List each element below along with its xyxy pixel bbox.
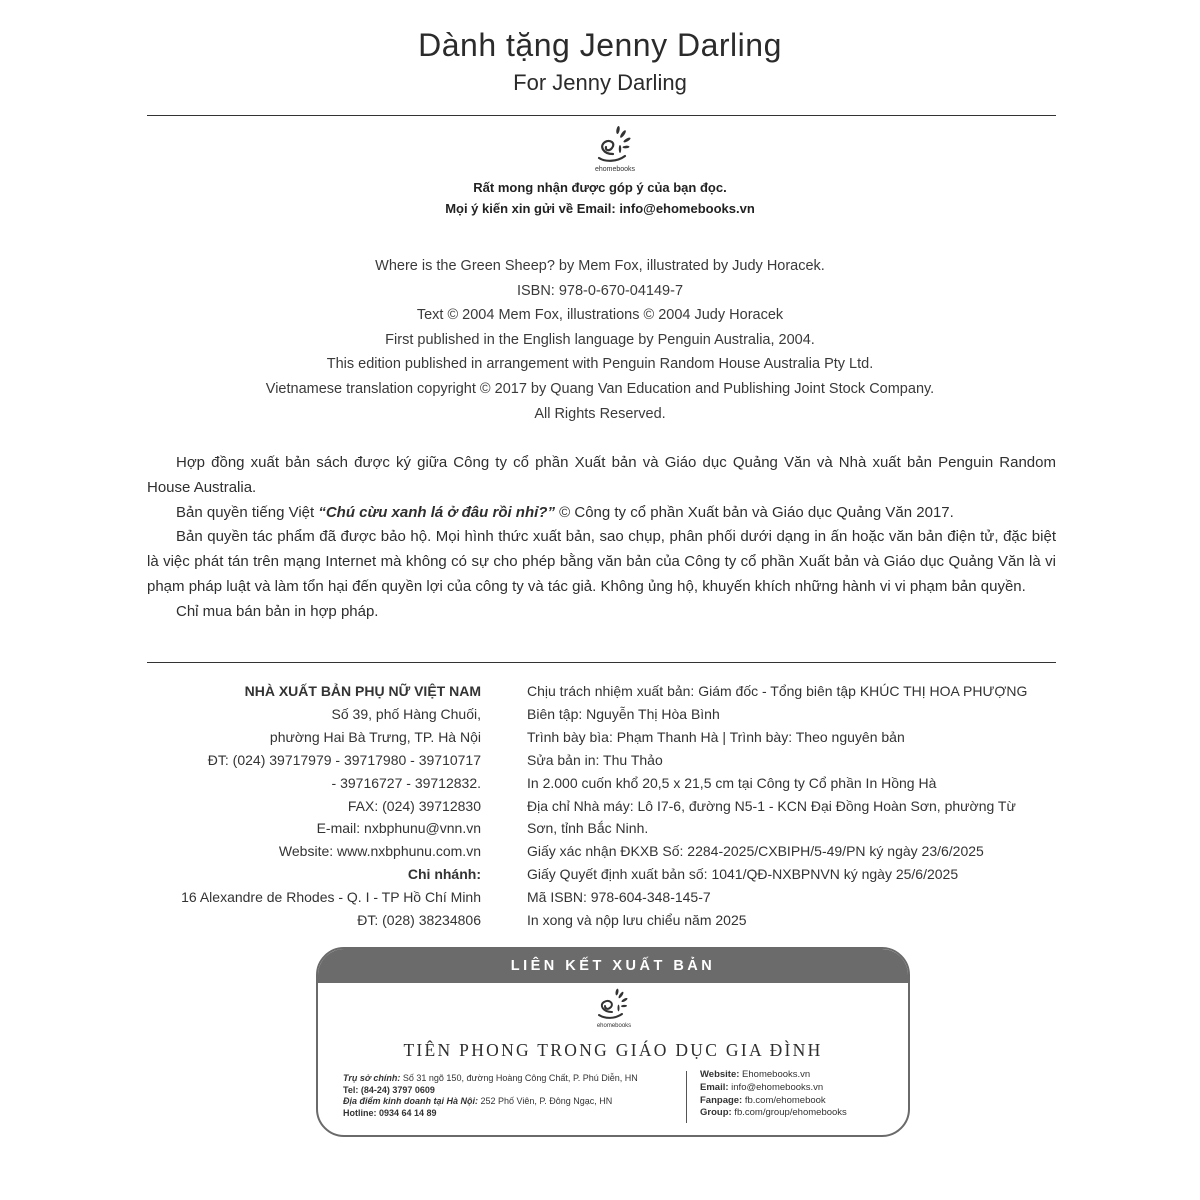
- group-label: Group:: [700, 1107, 732, 1119]
- credit-line: Giấy Quyết định xuất bản số: 1041/QĐ-NXBPNVN ký ngày 25/6/2025: [527, 866, 959, 883]
- legal-paragraph: Hợp đồng xuất bản sách được ký giữa Công ty cổ phần Xuất bản và Giáo dục Quảng Văn và Nhà xuất bản Penguin Random House Australia.: [147, 454, 1056, 496]
- contact-separator: [686, 1071, 687, 1123]
- publisher-website: Website: www.nxbphunu.com.vn: [278, 843, 481, 860]
- credit-line: Mã ISBN: 978-604-348-145-7: [527, 889, 711, 906]
- feedback-line-2: Mọi ý kiến xin gửi về Email: info@ehomebooks.vn: [445, 201, 755, 216]
- middle-divider: [147, 662, 1056, 663]
- dedication-english: For Jenny Darling: [513, 70, 687, 95]
- business-label: Địa điểm kinh doanh tại Hà Nội:: [343, 1096, 479, 1106]
- copyright-line: Vietnamese translation copyright © 2017 by Quang Van Education and Publishing Joint Stock Company.: [265, 380, 935, 397]
- logo-wordmark: ehomebooks: [594, 166, 636, 173]
- publisher-phone: - 39716727 - 39712832.: [331, 774, 481, 791]
- credit-line: In 2.000 cuốn khổ 20,5 x 21,5 cm tại Công ty Cổ phần In Hồng Hà: [527, 774, 937, 791]
- ehomebooks-logo: [584, 987, 644, 1029]
- legal-text: © Công ty cổ phần Xuất bản và Giáo dục Quảng Văn 2017.: [554, 503, 954, 521]
- vietnamese-legal-notice: [147, 451, 1056, 625]
- company-contacts-left: [343, 1073, 638, 1119]
- hq-address: [343, 1073, 638, 1085]
- business-address: [343, 1096, 638, 1108]
- publisher-address: Số 39, phố Hàng Chuối,: [331, 705, 481, 722]
- publisher-info: [147, 680, 481, 932]
- email-label: Email:: [700, 1081, 729, 1093]
- credit-line: Sơn, tỉnh Bắc Ninh.: [527, 820, 649, 837]
- publication-credits: [527, 680, 1067, 932]
- feedback-line-1: Rất mong nhận được góp ý của bạn đọc.: [473, 180, 727, 195]
- credit-line: In xong và nộp lưu chiểu năm 2025: [527, 912, 747, 929]
- copyright-line: This edition published in arrangement with Penguin Random House Australia Pty Ltd.: [326, 356, 874, 373]
- partner-badge: [316, 947, 910, 1137]
- group-value: fb.com/group/ehomebooks: [731, 1107, 847, 1119]
- hq-label: Trụ sở chính:: [343, 1073, 401, 1083]
- dedication-vietnamese: Dành tặng Jenny Darling: [418, 27, 782, 63]
- legal-paragraph: Chỉ mua bán bản in hợp pháp.: [176, 602, 379, 620]
- publisher-email: E-mail: nxbphunu@vnn.vn: [316, 820, 481, 837]
- ehomebooks-logo: [585, 124, 645, 174]
- credit-line: Trình bày bìa: Phạm Thanh Hà | Trình bày: Theo nguyên bản: [527, 728, 905, 745]
- feedback-note: [0, 177, 1200, 219]
- website-label: Website:: [700, 1069, 740, 1080]
- fanpage-value: fb.com/ehomebook: [742, 1094, 826, 1106]
- copyright-line: Text © 2004 Mem Fox, illustrations © 2004 Judy Horacek: [416, 307, 784, 324]
- company-hotline: Hotline: 0934 64 14 89: [343, 1107, 437, 1118]
- legal-paragraph: [147, 501, 1056, 526]
- publisher-fax: FAX: (024) 39712830: [347, 797, 481, 814]
- legal-text: Bản quyền tiếng Việt: [176, 503, 319, 521]
- company-email: [700, 1082, 847, 1095]
- credit-line: Giấy xác nhận ĐKXB Số: 2284-2025/CXBIPH/5-49/PN ký ngày 23/6/2025: [527, 843, 984, 860]
- credit-line: Chịu trách nhiệm xuất bản: Giám đốc - Tổng biên tập KHÚC THỊ HOA PHƯỢNG: [527, 683, 1028, 699]
- publisher-address: phường Hai Bà Trưng, TP. Hà Nội: [269, 728, 481, 745]
- logo-wordmark: ehomebooks: [596, 1023, 632, 1029]
- copyright-line: ISBN: 978-0-670-04149-7: [516, 282, 684, 299]
- publisher-name: NHÀ XUẤT BẢN PHỤ NỮ VIỆT NAM: [244, 683, 481, 699]
- email-value: info@ehomebooks.vn: [728, 1081, 824, 1093]
- company-fanpage: [700, 1095, 847, 1108]
- copyright-line: All Rights Reserved.: [534, 405, 666, 422]
- credit-line: Sửa bản in: Thu Thảo: [527, 751, 663, 768]
- company-contacts-right: [700, 1069, 847, 1120]
- slogan: TIÊN PHONG TRONG GIÁO DỤC GIA ĐÌNH: [403, 1040, 823, 1060]
- legal-paragraph: Bản quyền tác phẩm đã được bảo hộ. Mọi hình thức xuất bản, sao chụp, phân phối dưới dạng in ấn hoặc văn bản điện tử, đặc biệt là việc phát tán trên mạng Internet mà không có sự cho phép bằng văn bản của Công ty cổ phần Xuất bản và Giáo dục Quảng Văn là vi phạm pháp luật và làm tổn hại đến quyền lợi của công ty và tác giả. Không ủng hộ, khuyến khích những hành vi vi phạm bản quyền.: [147, 528, 1056, 595]
- english-copyright-block: [0, 254, 1200, 426]
- badge-header: LIÊN KẾT XUẤT BẢN: [318, 949, 908, 983]
- business-value: 252 Phố Viên, P. Đông Ngạc, HN: [478, 1096, 613, 1106]
- top-divider: [147, 115, 1056, 116]
- branch-address: 16 Alexandre de Rhodes - Q. I - TP Hồ Chí Minh: [181, 889, 481, 906]
- company-group: [700, 1107, 847, 1120]
- company-website: [700, 1069, 847, 1082]
- fanpage-label: Fanpage:: [700, 1094, 743, 1106]
- copyright-line: First published in the English language by Penguin Australia, 2004.: [385, 331, 815, 348]
- website-value: Ehomebooks.vn: [739, 1069, 811, 1080]
- hq-value: Số 31 ngõ 150, đường Hoàng Công Chất, P. Phú Diễn, HN: [400, 1073, 638, 1083]
- dedication: [0, 24, 1200, 98]
- credit-line: Biên tập: Nguyễn Thị Hòa Bình: [527, 705, 720, 722]
- copyright-line: Where is the Green Sheep? by Mem Fox, illustrated by Judy Horacek.: [375, 258, 825, 274]
- book-title-vi: “Chú cừu xanh lá ở đâu rồi nhỉ?”: [318, 503, 555, 521]
- branch-phone: ĐT: (028) 38234806: [357, 912, 481, 929]
- publisher-phone: ĐT: (024) 39717979 - 39717980 - 39710717: [207, 751, 481, 768]
- company-tel: Tel: (84-24) 3797 0609: [343, 1084, 435, 1095]
- credit-line: Địa chỉ Nhà máy: Lô I7-6, đường N5-1 - KCN Đại Đồng Hoàn Sơn, phường Từ: [527, 797, 1016, 814]
- branch-label: Chi nhánh:: [407, 866, 481, 883]
